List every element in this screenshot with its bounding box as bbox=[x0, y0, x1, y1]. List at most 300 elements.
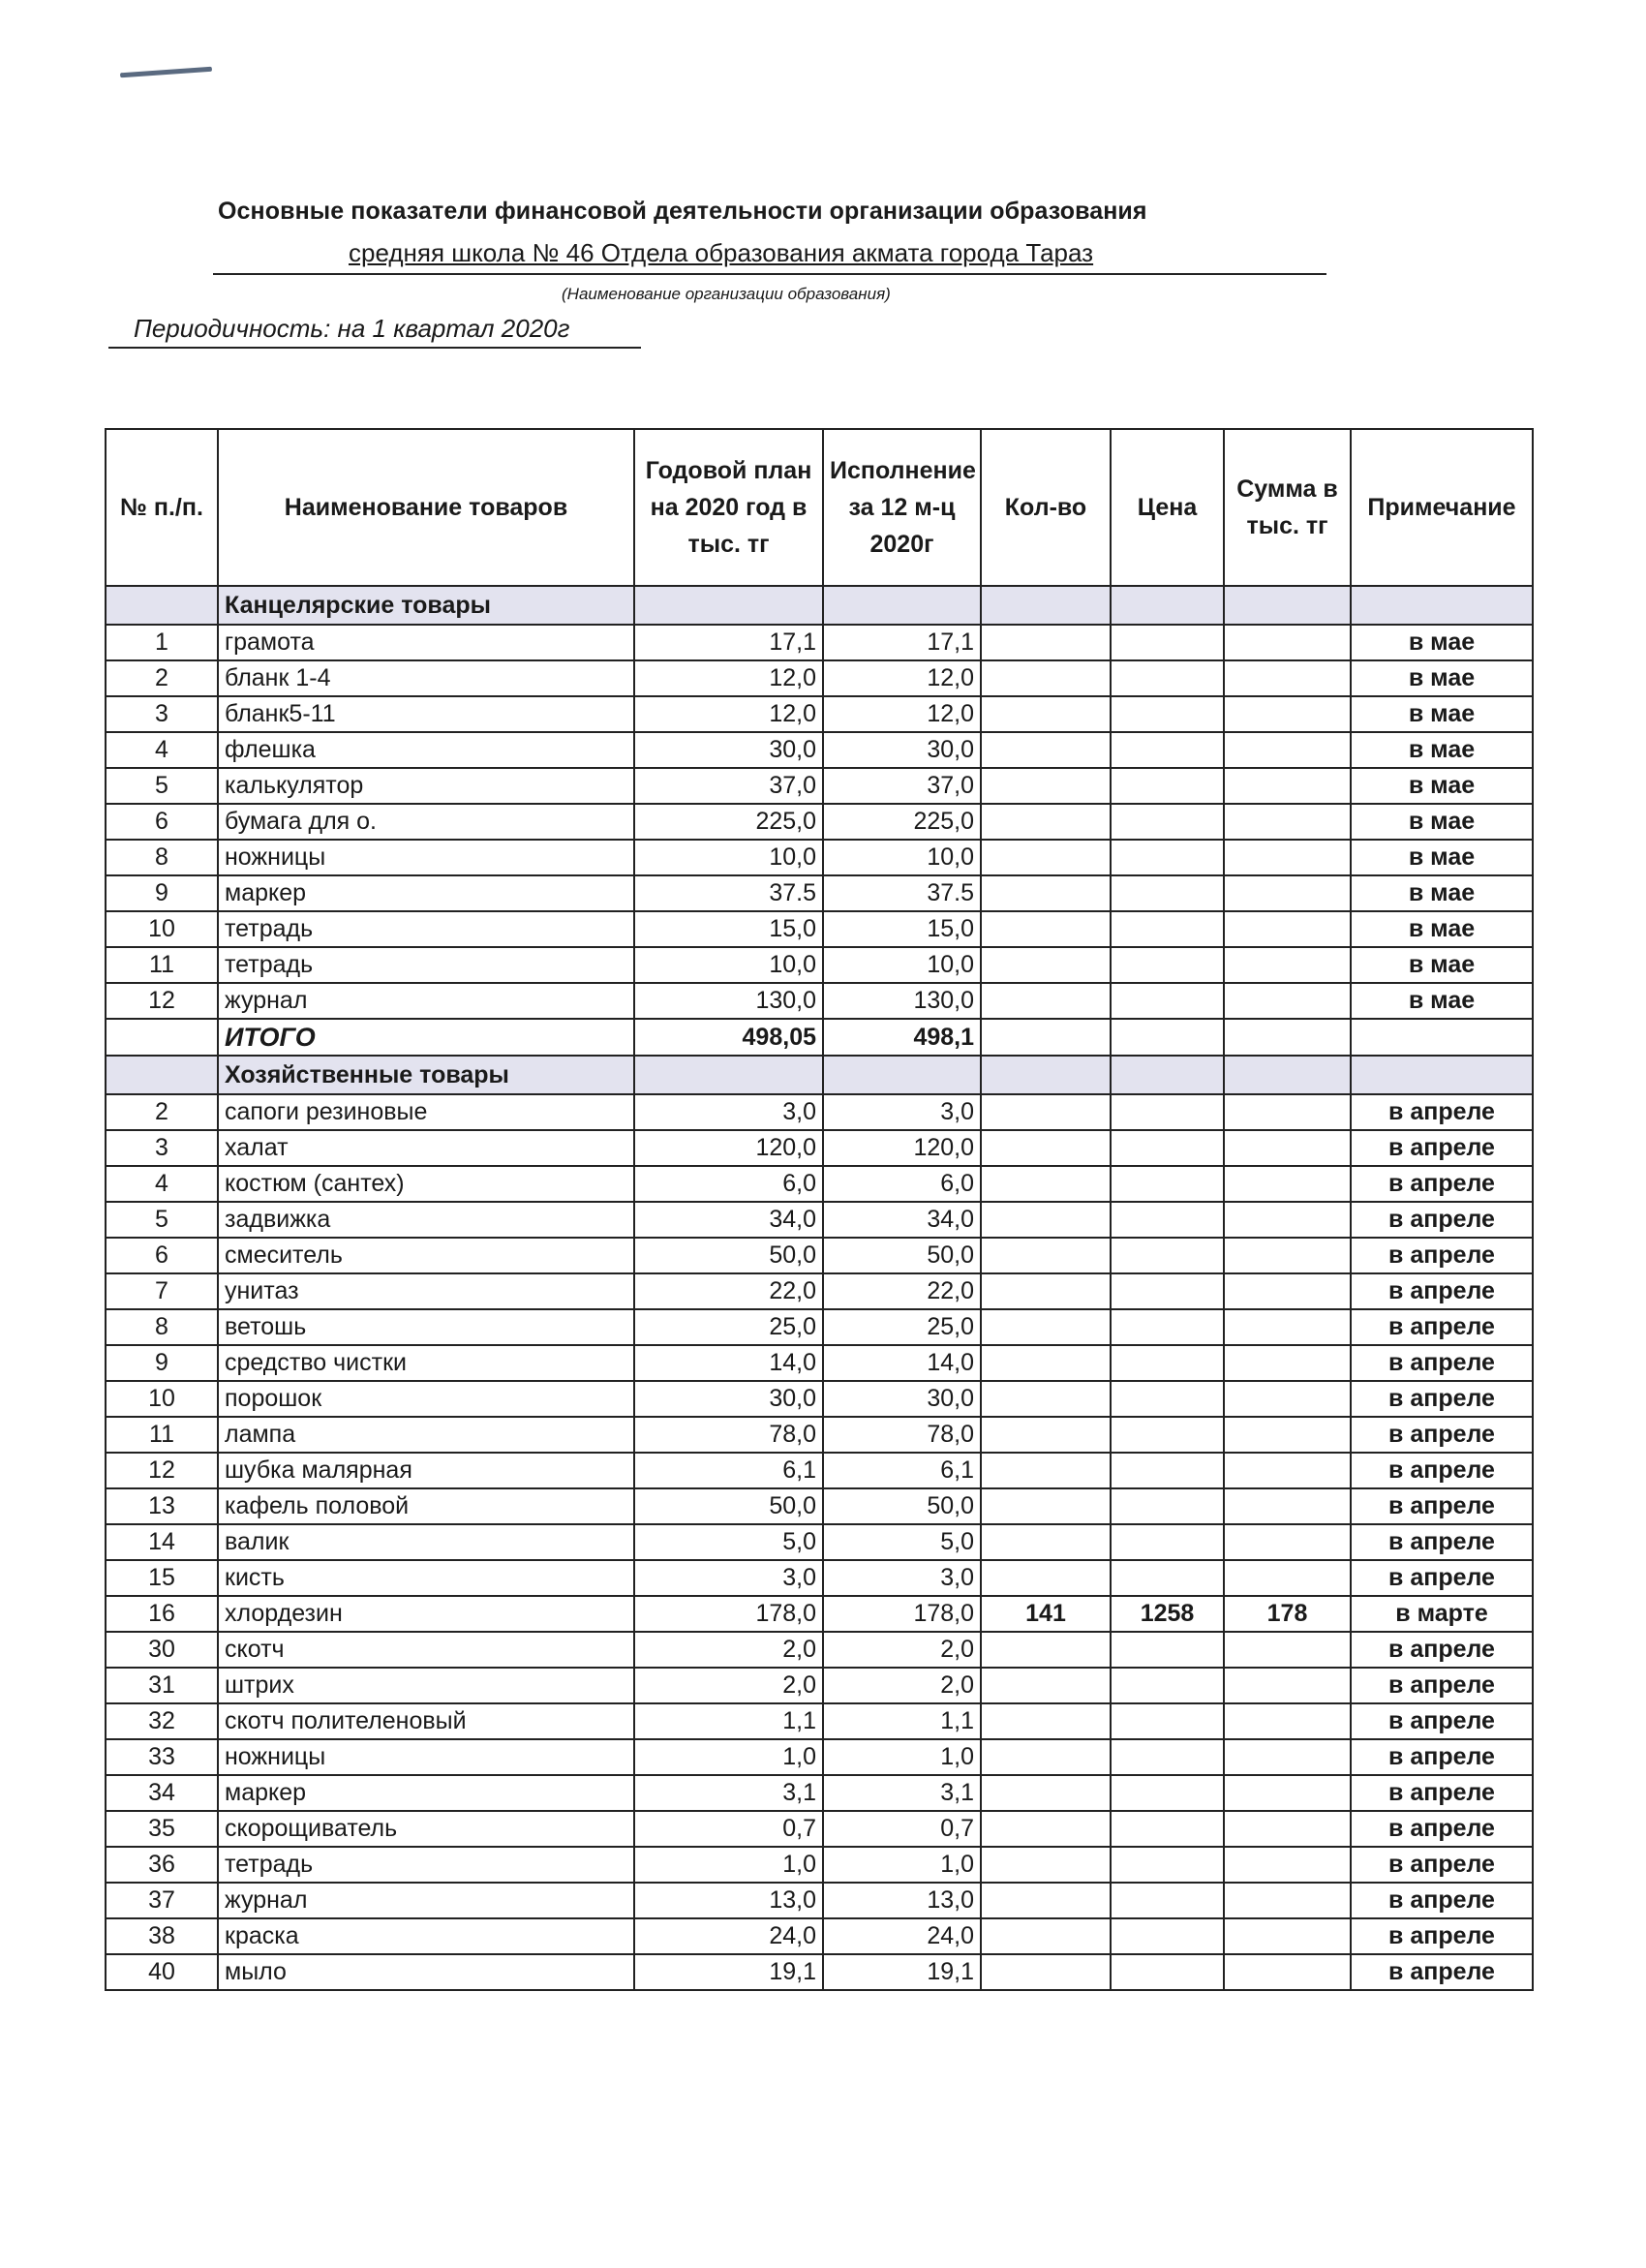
cell-sum bbox=[1224, 875, 1351, 911]
cell-executed: 30,0 bbox=[823, 732, 981, 768]
cell-sum bbox=[1224, 947, 1351, 983]
cell-qty bbox=[981, 1775, 1111, 1811]
cell-no: 2 bbox=[106, 660, 218, 696]
cell-qty bbox=[981, 1954, 1111, 1990]
cell-plan: 1,0 bbox=[634, 1739, 823, 1775]
cell-name: тетрадь bbox=[218, 947, 634, 983]
cell-qty bbox=[981, 1883, 1111, 1918]
cell-qty bbox=[981, 1202, 1111, 1238]
col-header-no: № п./п. bbox=[106, 429, 218, 586]
cell-plan: 225,0 bbox=[634, 804, 823, 840]
section-cell bbox=[981, 1056, 1111, 1094]
cell-executed: 37.5 bbox=[823, 875, 981, 911]
cell-name: журнал bbox=[218, 1883, 634, 1918]
cell-note: в апреле bbox=[1351, 1094, 1533, 1130]
cell-executed: 15,0 bbox=[823, 911, 981, 947]
cell-price bbox=[1111, 1883, 1224, 1918]
section-cell bbox=[1351, 586, 1533, 625]
cell-price bbox=[1111, 947, 1224, 983]
cell-executed: 13,0 bbox=[823, 1883, 981, 1918]
col-header-name: Наименование товаров bbox=[218, 429, 634, 586]
organization-caption: (Наименование организации образования) bbox=[562, 285, 891, 303]
cell-name: маркер bbox=[218, 875, 634, 911]
cell-plan: 6,0 bbox=[634, 1166, 823, 1202]
cell-price bbox=[1111, 911, 1224, 947]
cell-note: в мае bbox=[1351, 875, 1533, 911]
table-row bbox=[106, 1918, 1533, 1954]
cell-sum bbox=[1224, 768, 1351, 804]
cell-name: ножницы bbox=[218, 840, 634, 875]
cell-executed: 3,0 bbox=[823, 1560, 981, 1596]
cell-note: в апреле bbox=[1351, 1273, 1533, 1309]
table-row bbox=[106, 1811, 1533, 1847]
cell-qty bbox=[981, 660, 1111, 696]
empty-cell bbox=[1111, 1019, 1224, 1056]
cell-note: в апреле bbox=[1351, 1883, 1533, 1918]
cell-no: 4 bbox=[106, 1166, 218, 1202]
cell-no: 12 bbox=[106, 1453, 218, 1488]
cell-qty bbox=[981, 1417, 1111, 1453]
cell-executed: 12,0 bbox=[823, 696, 981, 732]
table-row bbox=[106, 804, 1533, 840]
cell-name: тетрадь bbox=[218, 1847, 634, 1883]
cell-qty bbox=[981, 840, 1111, 875]
cell-qty bbox=[981, 947, 1111, 983]
section-header-row bbox=[106, 586, 1533, 625]
cell-plan: 19,1 bbox=[634, 1954, 823, 1990]
cell-sum bbox=[1224, 732, 1351, 768]
section-title: Хозяйственные товары bbox=[218, 1056, 634, 1094]
table-row bbox=[106, 1166, 1533, 1202]
cell-note: в апреле bbox=[1351, 1524, 1533, 1560]
cell-executed: 1,1 bbox=[823, 1703, 981, 1739]
cell-sum bbox=[1224, 1918, 1351, 1954]
table-row bbox=[106, 696, 1533, 732]
cell-qty bbox=[981, 768, 1111, 804]
cell-plan: 12,0 bbox=[634, 660, 823, 696]
cell-sum bbox=[1224, 911, 1351, 947]
cell-name: штрих bbox=[218, 1668, 634, 1703]
cell-no: 7 bbox=[106, 1273, 218, 1309]
cell-plan: 37,0 bbox=[634, 768, 823, 804]
cell-executed: 50,0 bbox=[823, 1238, 981, 1273]
cell-note: в апреле bbox=[1351, 1130, 1533, 1166]
cell-executed: 120,0 bbox=[823, 1130, 981, 1166]
cell-sum bbox=[1224, 1166, 1351, 1202]
cell-sum bbox=[1224, 1668, 1351, 1703]
cell-executed: 17,1 bbox=[823, 625, 981, 660]
cell-price: 1258 bbox=[1111, 1596, 1224, 1632]
cell-qty bbox=[981, 1166, 1111, 1202]
cell-name: бланк 1-4 bbox=[218, 660, 634, 696]
cell-no: 10 bbox=[106, 911, 218, 947]
cell-name: мыло bbox=[218, 1954, 634, 1990]
cell-executed: 30,0 bbox=[823, 1381, 981, 1417]
cell-sum bbox=[1224, 1883, 1351, 1918]
cell-no: 35 bbox=[106, 1811, 218, 1847]
cell-no: 3 bbox=[106, 1130, 218, 1166]
cell-sum bbox=[1224, 1775, 1351, 1811]
cell-plan: 24,0 bbox=[634, 1918, 823, 1954]
cell-executed: 0,7 bbox=[823, 1811, 981, 1847]
cell-plan: 30,0 bbox=[634, 732, 823, 768]
cell-sum bbox=[1224, 1130, 1351, 1166]
total-plan: 498,05 bbox=[634, 1019, 823, 1056]
cell-note: в мае bbox=[1351, 804, 1533, 840]
cell-sum bbox=[1224, 1488, 1351, 1524]
section-cell bbox=[106, 1056, 218, 1094]
cell-name: флешка bbox=[218, 732, 634, 768]
cell-qty bbox=[981, 1488, 1111, 1524]
cell-plan: 50,0 bbox=[634, 1488, 823, 1524]
cell-sum bbox=[1224, 804, 1351, 840]
cell-plan: 10,0 bbox=[634, 840, 823, 875]
cell-no: 5 bbox=[106, 768, 218, 804]
cell-executed: 19,1 bbox=[823, 1954, 981, 1990]
cell-no: 11 bbox=[106, 947, 218, 983]
cell-plan: 13,0 bbox=[634, 1883, 823, 1918]
cell-name: кафель половой bbox=[218, 1488, 634, 1524]
cell-price bbox=[1111, 768, 1224, 804]
cell-no: 8 bbox=[106, 840, 218, 875]
section-cell bbox=[634, 1056, 823, 1094]
cell-qty bbox=[981, 1811, 1111, 1847]
cell-executed: 3,0 bbox=[823, 1094, 981, 1130]
cell-name: ножницы bbox=[218, 1739, 634, 1775]
table-row bbox=[106, 625, 1533, 660]
cell-sum bbox=[1224, 660, 1351, 696]
cell-price bbox=[1111, 660, 1224, 696]
cell-sum bbox=[1224, 1811, 1351, 1847]
cell-executed: 34,0 bbox=[823, 1202, 981, 1238]
cell-name: бланк5-11 bbox=[218, 696, 634, 732]
table-row bbox=[106, 1739, 1533, 1775]
cell-plan: 25,0 bbox=[634, 1309, 823, 1345]
cell-name: сапоги резиновые bbox=[218, 1094, 634, 1130]
cell-no: 12 bbox=[106, 983, 218, 1019]
cell-sum bbox=[1224, 1345, 1351, 1381]
cell-no: 32 bbox=[106, 1703, 218, 1739]
cell-qty bbox=[981, 625, 1111, 660]
table-row bbox=[106, 983, 1533, 1019]
cell-plan: 22,0 bbox=[634, 1273, 823, 1309]
section-cell bbox=[1224, 1056, 1351, 1094]
cell-sum bbox=[1224, 1632, 1351, 1668]
cell-sum bbox=[1224, 1560, 1351, 1596]
cell-no: 10 bbox=[106, 1381, 218, 1417]
empty-cell bbox=[1351, 1019, 1533, 1056]
cell-note: в апреле bbox=[1351, 1811, 1533, 1847]
cell-sum bbox=[1224, 1954, 1351, 1990]
table-row bbox=[106, 1202, 1533, 1238]
section-cell bbox=[823, 586, 981, 625]
cell-plan: 14,0 bbox=[634, 1345, 823, 1381]
cell-sum bbox=[1224, 1453, 1351, 1488]
cell-price bbox=[1111, 696, 1224, 732]
cell-no: 11 bbox=[106, 1417, 218, 1453]
cell-note: в апреле bbox=[1351, 1847, 1533, 1883]
cell-name: халат bbox=[218, 1130, 634, 1166]
cell-no: 4 bbox=[106, 732, 218, 768]
table-body bbox=[106, 586, 1533, 1990]
cell-sum bbox=[1224, 840, 1351, 875]
cell-note: в апреле bbox=[1351, 1166, 1533, 1202]
cell-price bbox=[1111, 625, 1224, 660]
cell-qty bbox=[981, 1918, 1111, 1954]
cell-name: бумага для о. bbox=[218, 804, 634, 840]
cell-no: 38 bbox=[106, 1918, 218, 1954]
cell-no: 37 bbox=[106, 1883, 218, 1918]
cell-qty bbox=[981, 1453, 1111, 1488]
table-row bbox=[106, 1417, 1533, 1453]
cell-qty bbox=[981, 1130, 1111, 1166]
col-header-plan: Годовой план на 2020 год в тыс. тг bbox=[634, 429, 823, 586]
cell-note: в апреле bbox=[1351, 1918, 1533, 1954]
cell-qty bbox=[981, 696, 1111, 732]
table-row bbox=[106, 875, 1533, 911]
cell-plan: 30,0 bbox=[634, 1381, 823, 1417]
empty-cell bbox=[106, 1019, 218, 1056]
cell-price bbox=[1111, 1847, 1224, 1883]
cell-executed: 3,1 bbox=[823, 1775, 981, 1811]
cell-qty bbox=[981, 804, 1111, 840]
cell-sum: 178 bbox=[1224, 1596, 1351, 1632]
cell-qty bbox=[981, 1273, 1111, 1309]
cell-note: в апреле bbox=[1351, 1739, 1533, 1775]
empty-cell bbox=[981, 1019, 1111, 1056]
cell-note: в апреле bbox=[1351, 1560, 1533, 1596]
cell-no: 34 bbox=[106, 1775, 218, 1811]
cell-executed: 1,0 bbox=[823, 1739, 981, 1775]
cell-name: журнал bbox=[218, 983, 634, 1019]
table-row bbox=[106, 1238, 1533, 1273]
cell-name: унитаз bbox=[218, 1273, 634, 1309]
cell-price bbox=[1111, 732, 1224, 768]
cell-qty bbox=[981, 875, 1111, 911]
cell-qty bbox=[981, 1739, 1111, 1775]
table-row bbox=[106, 1453, 1533, 1488]
cell-qty bbox=[981, 983, 1111, 1019]
cell-name: ветошь bbox=[218, 1309, 634, 1345]
cell-price bbox=[1111, 1166, 1224, 1202]
cell-qty: 141 bbox=[981, 1596, 1111, 1632]
cell-qty bbox=[981, 1703, 1111, 1739]
cell-name: задвижка bbox=[218, 1202, 634, 1238]
cell-price bbox=[1111, 1094, 1224, 1130]
cell-name: лампа bbox=[218, 1417, 634, 1453]
cell-no: 1 bbox=[106, 625, 218, 660]
cell-note: в апреле bbox=[1351, 1309, 1533, 1345]
empty-cell bbox=[1224, 1019, 1351, 1056]
cell-price bbox=[1111, 1453, 1224, 1488]
table-row bbox=[106, 1632, 1533, 1668]
cell-executed: 10,0 bbox=[823, 840, 981, 875]
cell-note: в апреле bbox=[1351, 1202, 1533, 1238]
cell-price bbox=[1111, 1130, 1224, 1166]
table-row bbox=[106, 1094, 1533, 1130]
cell-executed: 78,0 bbox=[823, 1417, 981, 1453]
cell-note: в мае bbox=[1351, 768, 1533, 804]
cell-qty bbox=[981, 1668, 1111, 1703]
cell-name: скотч полителеновый bbox=[218, 1703, 634, 1739]
cell-sum bbox=[1224, 625, 1351, 660]
cell-executed: 1,0 bbox=[823, 1847, 981, 1883]
cell-qty bbox=[981, 1345, 1111, 1381]
cell-price bbox=[1111, 1775, 1224, 1811]
cell-executed: 6,1 bbox=[823, 1453, 981, 1488]
cell-note: в мае bbox=[1351, 696, 1533, 732]
cell-price bbox=[1111, 1309, 1224, 1345]
cell-executed: 50,0 bbox=[823, 1488, 981, 1524]
cell-name: шубка малярная bbox=[218, 1453, 634, 1488]
table-row bbox=[106, 660, 1533, 696]
section-cell bbox=[823, 1056, 981, 1094]
table-row bbox=[106, 840, 1533, 875]
cell-price bbox=[1111, 1560, 1224, 1596]
cell-plan: 130,0 bbox=[634, 983, 823, 1019]
cell-price bbox=[1111, 1918, 1224, 1954]
section-cell bbox=[981, 586, 1111, 625]
cell-note: в мае bbox=[1351, 983, 1533, 1019]
cell-no: 30 bbox=[106, 1632, 218, 1668]
cell-sum bbox=[1224, 1202, 1351, 1238]
cell-sum bbox=[1224, 1309, 1351, 1345]
cell-plan: 5,0 bbox=[634, 1524, 823, 1560]
cell-note: в апреле bbox=[1351, 1238, 1533, 1273]
cell-plan: 37.5 bbox=[634, 875, 823, 911]
cell-price bbox=[1111, 1417, 1224, 1453]
cell-executed: 10,0 bbox=[823, 947, 981, 983]
total-executed: 498,1 bbox=[823, 1019, 981, 1056]
cell-executed: 225,0 bbox=[823, 804, 981, 840]
cell-plan: 15,0 bbox=[634, 911, 823, 947]
periodicity: Периодичность: на 1 квартал 2020г bbox=[134, 314, 570, 343]
cell-qty bbox=[981, 1238, 1111, 1273]
cell-name: маркер bbox=[218, 1775, 634, 1811]
cell-sum bbox=[1224, 696, 1351, 732]
cell-sum bbox=[1224, 1238, 1351, 1273]
section-cell bbox=[634, 586, 823, 625]
cell-note: в апреле bbox=[1351, 1775, 1533, 1811]
cell-price bbox=[1111, 804, 1224, 840]
cell-qty bbox=[981, 1381, 1111, 1417]
cell-sum bbox=[1224, 1524, 1351, 1560]
cell-qty bbox=[981, 1560, 1111, 1596]
cell-no: 36 bbox=[106, 1847, 218, 1883]
cell-name: кисть bbox=[218, 1560, 634, 1596]
table-row bbox=[106, 1273, 1533, 1309]
cell-note: в апреле bbox=[1351, 1954, 1533, 1990]
table-row bbox=[106, 911, 1533, 947]
cell-price bbox=[1111, 1273, 1224, 1309]
cell-name: хлордезин bbox=[218, 1596, 634, 1632]
organization-name: средняя школа № 46 Отдела образования акмата города Тараз bbox=[349, 238, 1094, 267]
table-row bbox=[106, 1954, 1533, 1990]
table-row bbox=[106, 1775, 1533, 1811]
cell-qty bbox=[981, 732, 1111, 768]
cell-plan: 120,0 bbox=[634, 1130, 823, 1166]
cell-note: в мае bbox=[1351, 625, 1533, 660]
cell-qty bbox=[981, 1632, 1111, 1668]
cell-no: 9 bbox=[106, 1345, 218, 1381]
cell-executed: 6,0 bbox=[823, 1166, 981, 1202]
cell-executed: 2,0 bbox=[823, 1632, 981, 1668]
document-title: Основные показатели финансовой деятельности организации образования bbox=[218, 198, 1147, 225]
cell-price bbox=[1111, 1632, 1224, 1668]
cell-note: в мае bbox=[1351, 732, 1533, 768]
table-row bbox=[106, 1596, 1533, 1632]
cell-plan: 50,0 bbox=[634, 1238, 823, 1273]
table-row bbox=[106, 1524, 1533, 1560]
section-cell bbox=[1111, 586, 1224, 625]
total-row bbox=[106, 1019, 1533, 1056]
section-cell bbox=[106, 586, 218, 625]
cell-note: в апреле bbox=[1351, 1488, 1533, 1524]
cell-no: 13 bbox=[106, 1488, 218, 1524]
cell-no: 31 bbox=[106, 1668, 218, 1703]
cell-plan: 178,0 bbox=[634, 1596, 823, 1632]
cell-no: 16 bbox=[106, 1596, 218, 1632]
cell-no: 2 bbox=[106, 1094, 218, 1130]
cell-no: 14 bbox=[106, 1524, 218, 1560]
cell-plan: 34,0 bbox=[634, 1202, 823, 1238]
cell-plan: 2,0 bbox=[634, 1632, 823, 1668]
cell-plan: 12,0 bbox=[634, 696, 823, 732]
cell-price bbox=[1111, 1238, 1224, 1273]
cell-price bbox=[1111, 840, 1224, 875]
cell-price bbox=[1111, 1703, 1224, 1739]
section-cell bbox=[1351, 1056, 1533, 1094]
cell-note: в мае bbox=[1351, 840, 1533, 875]
col-header-sum: Сумма в тыс. тг bbox=[1224, 429, 1351, 586]
cell-note: в апреле bbox=[1351, 1703, 1533, 1739]
cell-note: в мае bbox=[1351, 947, 1533, 983]
table-row bbox=[106, 1668, 1533, 1703]
cell-executed: 37,0 bbox=[823, 768, 981, 804]
cell-executed: 178,0 bbox=[823, 1596, 981, 1632]
table-row bbox=[106, 1130, 1533, 1166]
cell-sum bbox=[1224, 1273, 1351, 1309]
cell-name: валик bbox=[218, 1524, 634, 1560]
cell-executed: 5,0 bbox=[823, 1524, 981, 1560]
cell-note: в апреле bbox=[1351, 1345, 1533, 1381]
cell-name: скорощиватель bbox=[218, 1811, 634, 1847]
cell-plan: 3,0 bbox=[634, 1560, 823, 1596]
cell-plan: 10,0 bbox=[634, 947, 823, 983]
cell-executed: 24,0 bbox=[823, 1918, 981, 1954]
cell-no: 8 bbox=[106, 1309, 218, 1345]
cell-note: в апреле bbox=[1351, 1453, 1533, 1488]
cell-executed: 130,0 bbox=[823, 983, 981, 1019]
cell-price bbox=[1111, 1524, 1224, 1560]
cell-sum bbox=[1224, 1739, 1351, 1775]
table-row bbox=[106, 1345, 1533, 1381]
cell-plan: 17,1 bbox=[634, 625, 823, 660]
cell-name: средство чистки bbox=[218, 1345, 634, 1381]
pen-mark bbox=[120, 67, 212, 78]
cell-no: 5 bbox=[106, 1202, 218, 1238]
cell-note: в марте bbox=[1351, 1596, 1533, 1632]
cell-executed: 25,0 bbox=[823, 1309, 981, 1345]
cell-no: 15 bbox=[106, 1560, 218, 1596]
cell-plan: 6,1 bbox=[634, 1453, 823, 1488]
table-row bbox=[106, 1309, 1533, 1345]
cell-sum bbox=[1224, 1417, 1351, 1453]
table-row bbox=[106, 1488, 1533, 1524]
cell-note: в апреле bbox=[1351, 1381, 1533, 1417]
cell-no: 33 bbox=[106, 1739, 218, 1775]
cell-name: смеситель bbox=[218, 1238, 634, 1273]
